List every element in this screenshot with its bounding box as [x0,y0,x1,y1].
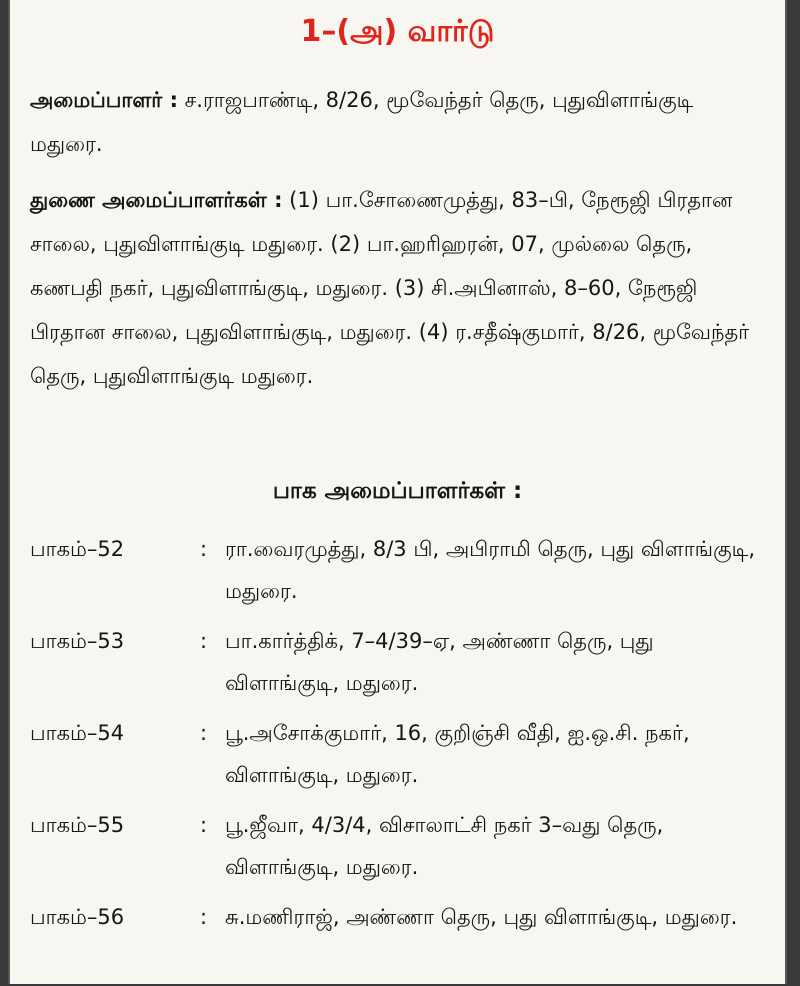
separator-colon: : [200,905,208,929]
separator-colon: : [200,721,208,745]
part-row [30,712,770,802]
part-organizer-text: ரா.வைரமுத்து, 8/3 பி, அபிராமி தெரு, புது விளாங்குடி, மதுரை. [225,537,755,603]
deputy-organizers-paragraph [30,178,770,398]
part-number: பாகம்–52 [30,537,125,561]
organizer-text: ச.ராஜபாண்டி, 8/26, மூவேந்தர் தெரு, புதுவிளாங்குடி மதுரை. [30,88,694,156]
part-organizers-heading: பாக அமைப்பாளர்கள் : [272,478,523,504]
part-row [30,804,770,894]
part-row [30,528,770,618]
deputy-organizers-text: (1) பா.சோணைமுத்து, 83–பி, நேரூஜி பிரதான சாலை, புதுவிளாங்குடி மதுரை. (2) பா.ஹரிஹரன், 07, முல்லை தெரு, கணபதி நகர், புதுவிளாங்குடி, மதுரை. (3) சி.அபினாஸ், 8–60, நேரூஜி பிரதான சாலை, புதுவிளாங்குடி, மதுரை. (4) ர.சதீஷ்குமார், 8/26, மூவேந்தர் தெரு, புதுவிளாங்குடி மதுரை. [30,188,750,388]
separator-colon: : [200,629,208,653]
part-organizer-text: பூ.ஜீவா, 4/3/4, விசாலாட்சி நகர் 3–வது தெரு, விளாங்குடி, மதுரை. [225,813,664,879]
part-number: பாகம்–55 [30,813,125,837]
document-page [8,0,787,984]
part-organizer-text: பா.கார்த்திக், 7–4/39–ஏ, அண்ணா தெரு, புது விளாங்குடி, மதுரை. [225,629,654,695]
organizer-label: அமைப்பாளர் : [30,88,178,112]
ward-title: 1–(அ) வார்டு [300,14,495,49]
part-row [30,896,770,986]
organizer-paragraph [30,78,770,166]
deputy-organizers-label: துணை அமைப்பாளர்கள் : [30,188,283,212]
part-organizer-text: பூ.அசோக்குமார், 16, குறிஞ்சி வீதி, ஐ.ஒ.சி. நகர், விளாங்குடி, மதுரை. [225,721,690,787]
part-number: பாகம்–54 [30,721,125,745]
part-row [30,620,770,710]
part-number: பாகம்–53 [30,629,125,653]
separator-colon: : [200,537,208,561]
part-number: பாகம்–56 [30,905,125,929]
separator-colon: : [200,813,208,837]
part-organizer-text: சு.மணிராஜ், அண்ணா தெரு, புது விளாங்குடி, மதுரை. [225,905,738,929]
cropped-text-fragment [220,0,580,6]
